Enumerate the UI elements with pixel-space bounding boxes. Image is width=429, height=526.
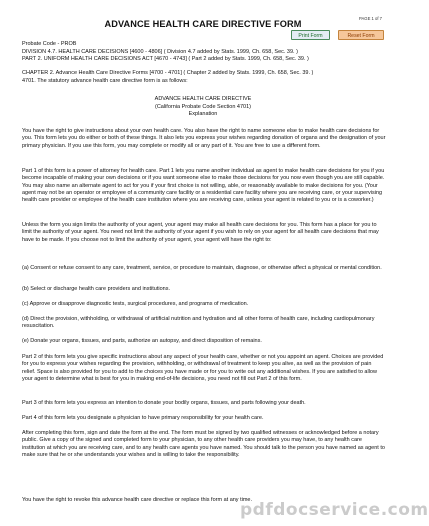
paragraph-completion: After completing this form, sign and date the form at the end. The form must be signed by two qualified witnesses or acknowledged before a notary public. Give a copy of the signed and completed form to your physician, to any other health care providers you may have, to any health care institution at which you are receiving care, and to any health care agents you have named. You should talk to the person you have named as agent to make sure that he or she understands your wishes and is willing to take the responsibility. [22,430,385,458]
paragraph-part3: Part 3 of this form lets you express an intention to donate your bodily organs, tissues, and parts following your death. [22,400,306,406]
watermark-logo: pdfdocservice.com [240,500,429,520]
form-title: ADVANCE HEALTH CARE DIRECTIVE FORM [104,19,302,29]
paragraph-authority: Unless the form you sign limits the authority of your agent, your agent may make all health care decisions for you. This form has a place for you to limit the authority of your agent. You need not limit the authority of your agent if you wish to rely on your agent for all health care decisions that may have to be made. If you choose not to limit the authority of your agent, your agent will have the right to: [22,222,379,243]
chapter-line: CHAPTER 2. Advance Health Care Directive Forms [4700 - 4701] ( Chapter 2 added by Stats. 1999, Ch. 658, Sec. 39. ) [22,70,314,76]
reset-form-button[interactable]: Reset Form [338,30,384,40]
paragraph-item-a: (a) Consent or refuse consent to any care, treatment, service, or procedure to maintain, diagnose, or otherwise affect a physical or mental condition. [22,265,382,271]
directive-heading: ADVANCE HEALTH CARE DIRECTIVE [154,96,252,102]
code-line-part: PART 2. UNIFORM HEALTH CARE DECISIONS ACT [4670 - 4743] ( Part 2 added by Stats. 1999, Ch. 658, Sec. 39. ) [22,56,309,62]
paragraph-item-c: (c) Approve or disapprove diagnostic tests, surgical procedures, and programs of medication. [22,301,249,307]
paragraph-part1: Part 1 of this form is a power of attorney for health care. Part 1 lets you name another individual as agent to make health care decisions for you if you become incapable of making your own decisions or if you want someone else to make those decisions for you now even though you are still capable. You may also name an alternate agent to act for you if your first choice is not willing, able, or reasonably available to make decisions for you. (Your agent may not be an operator or employee of a community care facility or a residential care facility where you are receiving care, or your supervising health care provider or employee of the health care institution where you are receiving care, unless your agent is related to you or is a coworker.) [22,168,385,204]
code-line-probate: Probate Code - PROB [22,41,77,47]
paragraph-part4: Part 4 of this form lets you designate a physician to have primary responsibility for your health care. [22,415,264,421]
page-indicator: PAGE 1 of 7 [359,16,382,21]
explanation-heading: Explanation [188,111,218,117]
paragraph-revoke: You have the right to revoke this advance health care directive or replace this form at any time. [22,497,253,503]
paragraph-item-e: (e) Donate your organs, tissues, and parts, authorize an autopsy, and direct disposition of remains. [22,338,262,344]
directive-subheading: (California Probate Code Section 4701) [154,103,251,110]
code-line-division: DIVISION 4.7. HEALTH CARE DECISIONS [4600 - 4806] ( Division 4.7 added by Stats. 1999, Ch. 658, Sec. 39. ) [22,48,298,55]
paragraph-item-b: (b) Select or discharge health care providers and institutions. [22,286,170,292]
paragraph-intro: You have the right to give instructions about your own health care. You also have the right to name someone else to make health care decisions for you. This form lets you do either or both of these things. It also lets you express your wishes regarding donation of organs and the designation of your primary physician. If you use this form, you may complete or modify all or any part of it. You are free to use a different form. [22,128,386,149]
paragraph-part2: Part 2 of this form lets you give specific instructions about any aspect of your health care, whether or not you appoint an agent. Choices are provided for you to express your wishes regarding the provision, withholding, or withdrawal of treatment to keep you alive, as well as the provision of pain relief. Space is also provided for you to add to the choices you have made or for you to write out any additional wishes. If you are satisfied to allow your agent to determine what is best for you in making end-of-life decisions, you need not fill out Part 2 of this form. [22,354,384,382]
paragraph-item-d: (d) Direct the provision, withholding, or withdrawal of artificial nutrition and hydration and all other forms of health care, including cardiopulmonary resuscitation. [22,316,375,330]
section-line: 4701. The statutory advance health care directive form is as follows: [22,78,188,84]
print-form-button[interactable]: Print Form [291,30,330,40]
